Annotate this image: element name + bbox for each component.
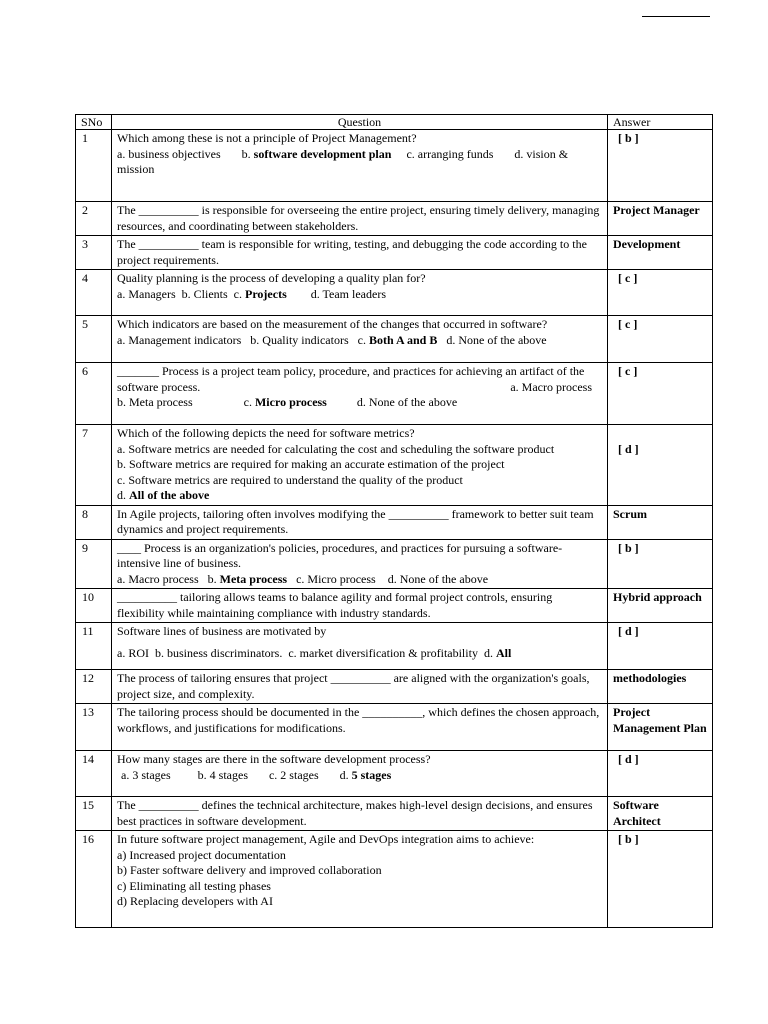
table-row xyxy=(76,797,713,831)
row-question: The tailoring process should be documented in the __________, which defines the chosen approach, workflows, and justifications for modifications. xyxy=(112,704,608,751)
table-row xyxy=(76,623,713,670)
option-c: c) Eliminating all testing phases xyxy=(117,878,271,893)
table-row xyxy=(76,670,713,704)
row-answer: [ c ] xyxy=(608,270,713,316)
top-rule xyxy=(642,16,710,17)
row-sno: 5 xyxy=(76,316,112,363)
row-question: The __________ team is responsible for writing, testing, and debugging the code according to the project requirements. xyxy=(112,236,608,270)
question-text: Which among these is not a principle of Project Management? xyxy=(117,131,417,145)
row-answer: Project Management Plan xyxy=(608,704,713,751)
header-question: Question xyxy=(112,115,608,130)
row-sno: 6 xyxy=(76,363,112,425)
option-b: b. Software metrics are required for making an accurate estimation of the project xyxy=(117,457,505,471)
question-text: Quality planning is the process of developing a quality plan for? xyxy=(117,271,426,285)
option-d: d. vision & mission xyxy=(117,146,569,176)
row-answer: methodologies xyxy=(608,670,713,704)
row-answer: Scrum xyxy=(608,505,713,539)
option-a: a. ROI xyxy=(117,645,149,660)
row-sno: 4 xyxy=(76,270,112,316)
row-answer: [ c ] xyxy=(608,316,713,363)
option-b: b. 4 stages xyxy=(197,767,248,782)
table-row xyxy=(76,363,713,425)
row-question xyxy=(112,130,608,202)
option-a: a. Macro process xyxy=(510,379,592,394)
row-answer: Development xyxy=(608,236,713,270)
row-sno: 12 xyxy=(76,670,112,704)
question-text: Which of the following depicts the need for software metrics? xyxy=(117,426,415,440)
row-sno: 15 xyxy=(76,797,112,831)
option-d: d. All xyxy=(483,645,512,660)
row-question: The process of tailoring ensures that project __________ are aligned with the organization's goals, project size, and complexity. xyxy=(112,670,608,704)
row-question xyxy=(112,270,608,316)
option-c: c. 2 stages xyxy=(268,767,319,782)
question-text: In future software project management, Agile and DevOps integration aims to achieve: xyxy=(117,832,535,846)
option-a: a. Macro process xyxy=(117,571,199,586)
option-a: a. 3 stages xyxy=(121,767,171,782)
option-a: a. Software metrics are needed for calculating the cost and scheduling the software product xyxy=(117,441,555,456)
row-answer: Project Manager xyxy=(608,202,713,236)
row-question: The __________ defines the technical architecture, makes high-level design decisions, and ensures best practices in software development. xyxy=(112,797,608,831)
row-question xyxy=(112,363,608,425)
table-row xyxy=(76,831,713,928)
questions-table xyxy=(75,114,713,928)
table-row xyxy=(76,202,713,236)
row-answer: [ b ] xyxy=(608,130,713,202)
row-sno: 8 xyxy=(76,505,112,539)
row-answer: Software Architect xyxy=(608,797,713,831)
row-answer: [ b ] xyxy=(608,539,713,589)
row-answer: [ d ] xyxy=(608,751,713,797)
option-a: a. business objectives xyxy=(117,146,221,161)
option-c: c. market diversification & profitability xyxy=(288,645,478,660)
option-b: b. Clients xyxy=(181,286,228,301)
row-question xyxy=(112,623,608,670)
row-question xyxy=(112,539,608,589)
row-sno: 2 xyxy=(76,202,112,236)
option-b: b. Meta process xyxy=(117,395,193,409)
table-row xyxy=(76,505,713,539)
option-c: c. Both A and B xyxy=(357,332,438,347)
row-question xyxy=(112,831,608,928)
table-row xyxy=(76,236,713,270)
options-line xyxy=(117,646,602,662)
row-answer: [ b ] xyxy=(608,831,713,928)
question-text: Software lines of business are motivated by xyxy=(117,624,327,638)
table-row xyxy=(76,130,713,202)
option-a: a. Managers xyxy=(117,286,176,301)
row-sno: 3 xyxy=(76,236,112,270)
header-sno: SNo xyxy=(76,115,112,130)
option-c: c. Micro process xyxy=(243,395,327,409)
row-answer: [ d ] xyxy=(608,623,713,670)
row-sno: 11 xyxy=(76,623,112,670)
option-d: d. None of the above xyxy=(356,395,458,409)
row-sno: 14 xyxy=(76,751,112,797)
row-sno: 1 xyxy=(76,130,112,202)
option-d: d. Team leaders xyxy=(310,286,386,301)
option-b: b. Meta process xyxy=(207,571,288,586)
row-question xyxy=(112,316,608,363)
question-text: ____ Process is an organization's policies, procedures, and practices for pursuing a software-intensive line of business. xyxy=(117,540,563,570)
row-question: The __________ is responsible for overseeing the entire project, ensuring timely delivery, managing resources, and coordinating between stakeholders. xyxy=(112,202,608,236)
row-sno: 16 xyxy=(76,831,112,928)
option-d: d) Replacing developers with AI xyxy=(117,894,273,908)
header-answer: Answer xyxy=(608,115,713,130)
option-b: b. software development plan xyxy=(241,146,392,161)
option-c: c. Projects xyxy=(233,286,287,301)
row-sno: 9 xyxy=(76,539,112,589)
option-b: b. Quality indicators xyxy=(250,332,349,347)
row-question: __________ tailoring allows teams to balance agility and formal project controls, ensuring flexibility while maintaining compliance with industry standards. xyxy=(112,589,608,623)
question-text: Which indicators are based on the measurement of the changes that occurred in software? xyxy=(117,317,548,331)
option-d: d. All of the above xyxy=(117,488,210,502)
table-row xyxy=(76,539,713,589)
row-question xyxy=(112,425,608,506)
table-row xyxy=(76,270,713,316)
option-b: b. business discriminators. xyxy=(155,645,283,660)
option-a: a. Management indicators xyxy=(117,332,242,347)
row-answer: [ d ] xyxy=(608,425,713,506)
row-question: In Agile projects, tailoring often involves modifying the __________ framework to better suit team dynamics and project requirements. xyxy=(112,505,608,539)
row-sno: 10 xyxy=(76,589,112,623)
table-row xyxy=(76,751,713,797)
row-question xyxy=(112,751,608,797)
option-d: d. 5 stages xyxy=(339,767,392,782)
row-sno: 13 xyxy=(76,704,112,751)
table-row xyxy=(76,316,713,363)
option-d: d. None of the above xyxy=(387,571,489,586)
question-text: How many stages are there in the software development process? xyxy=(117,752,431,766)
option-c: c. Software metrics are required to understand the quality of the product xyxy=(117,472,463,487)
row-answer: [ c ] xyxy=(608,363,713,425)
option-c: c. Micro process xyxy=(296,571,376,586)
row-answer: Hybrid approach xyxy=(608,589,713,623)
table-row xyxy=(76,425,713,506)
row-sno: 7 xyxy=(76,425,112,506)
table-row xyxy=(76,589,713,623)
question-text: _______ Process is a project team policy, procedure, and practices for achieving an artifact of the software process. xyxy=(117,364,585,394)
option-c: c. arranging funds xyxy=(406,146,494,161)
option-d: d. None of the above xyxy=(446,332,547,347)
table-header-row xyxy=(76,115,713,130)
option-a: a) Increased project documentation xyxy=(117,847,286,862)
option-b: b) Faster software delivery and improved collaboration xyxy=(117,863,382,877)
table-row xyxy=(76,704,713,751)
